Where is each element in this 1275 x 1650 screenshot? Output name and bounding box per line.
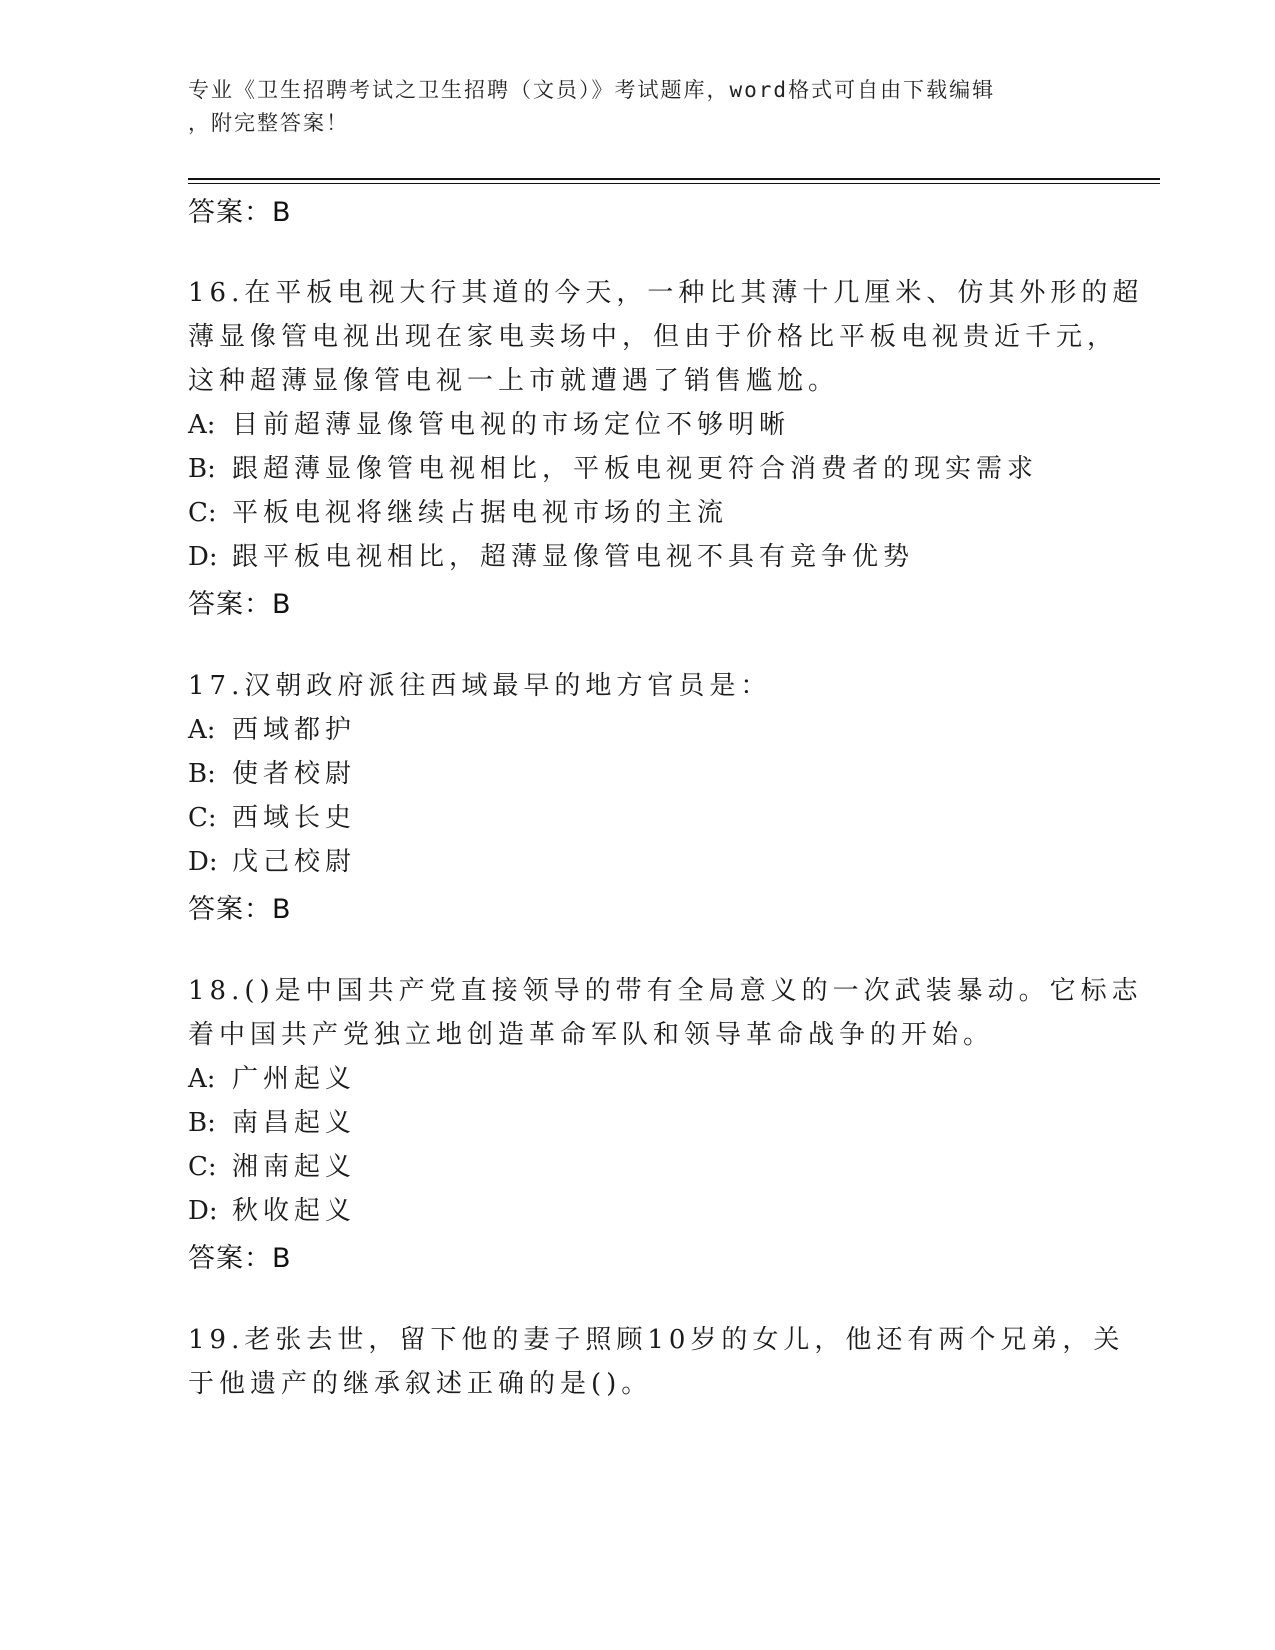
answer-prev: 答案：B	[188, 197, 292, 228]
question-16-option-c: C: 平板电视将继续占据电视市场的主流	[188, 498, 729, 528]
question-18-option-d: D: 秋收起义	[188, 1196, 357, 1226]
question-17-answer: 答案：B	[188, 894, 292, 925]
question-18-line-2: 着中国共产党独立地创造革命军队和领导革命战争的开始。	[188, 1020, 995, 1050]
header-divider-thick	[188, 178, 1160, 180]
question-17-option-d: D: 戊己校尉	[188, 847, 357, 877]
header-line-1: 专业《卫生招聘考试之卫生招聘（文员）》考试题库，word格式可自由下载编辑	[188, 78, 996, 102]
header-line-2: ，附完整答案！	[188, 111, 349, 135]
question-16-option-a: A: 目前超薄显像管电视的市场定位不够明晰	[188, 410, 791, 440]
question-18-answer: 答案：B	[188, 1243, 292, 1274]
question-17-line-1: 17.汉朝政府派往西域最早的地方官员是：	[188, 671, 772, 701]
question-16-line-3: 这种超薄显像管电视一上市就遭遇了销售尴尬。	[188, 366, 840, 396]
header-divider-thin	[188, 183, 1160, 184]
question-17-option-a: A: 西域都护	[188, 715, 357, 745]
question-17-option-b: B: 使者校尉	[188, 759, 357, 789]
question-16-answer: 答案：B	[188, 589, 292, 620]
question-18-option-a: A: 广州起义	[188, 1064, 357, 1094]
question-19-line-2: 于他遗产的继承叙述正确的是()。	[188, 1369, 653, 1399]
question-18-option-c: C: 湘南起义	[188, 1152, 357, 1182]
document-header	[188, 74, 1088, 140]
question-16-line-1: 16.在平板电视大行其道的今天，一种比其薄十几厘米、仿其外形的超	[188, 278, 1144, 308]
question-17-option-c: C: 西域长史	[188, 803, 357, 833]
question-16-option-d: D: 跟平板电视相比，超薄显像管电视不具有竞争优势	[188, 542, 915, 572]
question-18-line-1: 18.()是中国共产党直接领导的带有全局意义的一次武装暴动。它标志	[188, 976, 1143, 1006]
question-18-option-b: B: 南昌起义	[188, 1108, 357, 1138]
question-19-line-1: 19.老张去世，留下他的妻子照顾10岁的女儿，他还有两个兄弟，关	[188, 1325, 1125, 1355]
question-16-option-b: B: 跟超薄显像管电视相比，平板电视更符合消费者的现实需求	[188, 454, 1039, 484]
question-16-line-2: 薄显像管电视出现在家电卖场中，但由于价格比平板电视贵近千元，	[188, 322, 1119, 352]
